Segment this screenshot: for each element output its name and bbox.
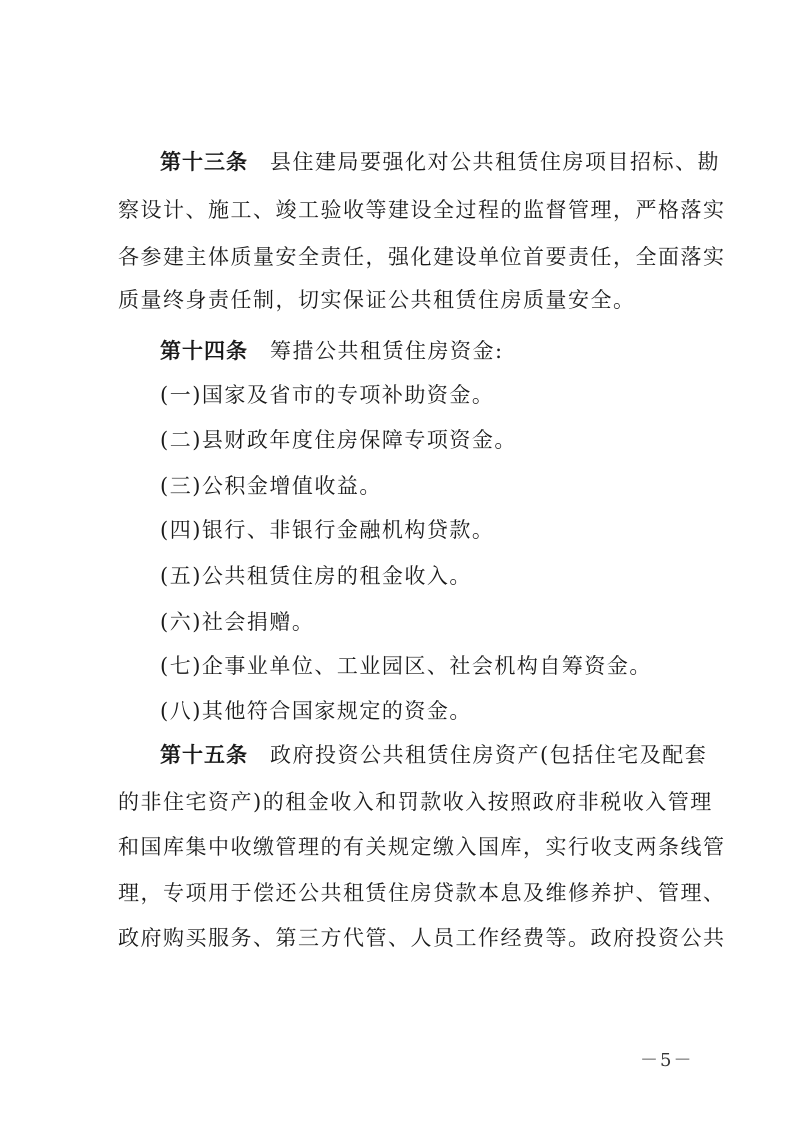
article-13-text-line: 各参建主体质量安全责任，强化建设单位首要责任，全面落实 xyxy=(118,245,726,269)
article-15-text-line: 政府购买服务、第三方代管、人员工作经费等。政府投资公共 xyxy=(118,926,726,950)
funding-source-item: (三)公积金增值收益。 xyxy=(160,474,382,498)
article-13-text-line: 察设计、施工、竣工验收等建设全过程的监督管理，严格落实 xyxy=(118,198,726,222)
funding-source-item: (五)公共租赁住房的租金收入。 xyxy=(160,564,472,588)
funding-source-item: (六)社会捐赠。 xyxy=(160,610,315,634)
article-15-heading: 第十五条 xyxy=(160,743,248,767)
article-15-first-line xyxy=(160,745,707,766)
article-15-text-line: 的非住宅资产)的租金收入和罚款收入按照政府非税收入管理 xyxy=(118,790,713,814)
article-13-heading: 第十三条 xyxy=(160,150,248,174)
article-13-text-line: 质量终身责任制，切实保证公共租赁住房质量安全。 xyxy=(118,288,636,312)
funding-source-item: (七)企事业单位、工业园区、社会机构自筹资金。 xyxy=(160,654,652,678)
funding-source-item: (二)县财政年度住房保障专项资金。 xyxy=(160,428,517,452)
article-14-heading: 第十四条 xyxy=(160,339,248,363)
funding-source-item: (一)国家及省市的专项补助资金。 xyxy=(160,383,495,407)
page-number: －5－ xyxy=(640,1050,694,1071)
article-15-text-line: 理，专项用于偿还公共租赁住房贷款本息及维修养护、管理、 xyxy=(118,881,726,905)
article-13-text-line: 县住建局要强化对公共租赁住房项目招标、勘 xyxy=(270,150,720,174)
article-13-first-line xyxy=(160,152,720,173)
article-15-text-line: 政府投资公共租赁住房资产(包括住宅及配套 xyxy=(270,743,708,767)
article-14-first-line xyxy=(160,341,504,362)
article-14-intro: 筹措公共租赁住房资金: xyxy=(270,339,504,363)
funding-source-item: (八)其他符合国家规定的资金。 xyxy=(160,699,472,723)
article-15-text-line: 和国库集中收缴管理的有关规定缴入国库，实行收支两条线管 xyxy=(118,835,726,859)
funding-source-item: (四)银行、非银行金融机构贷款。 xyxy=(160,518,495,542)
